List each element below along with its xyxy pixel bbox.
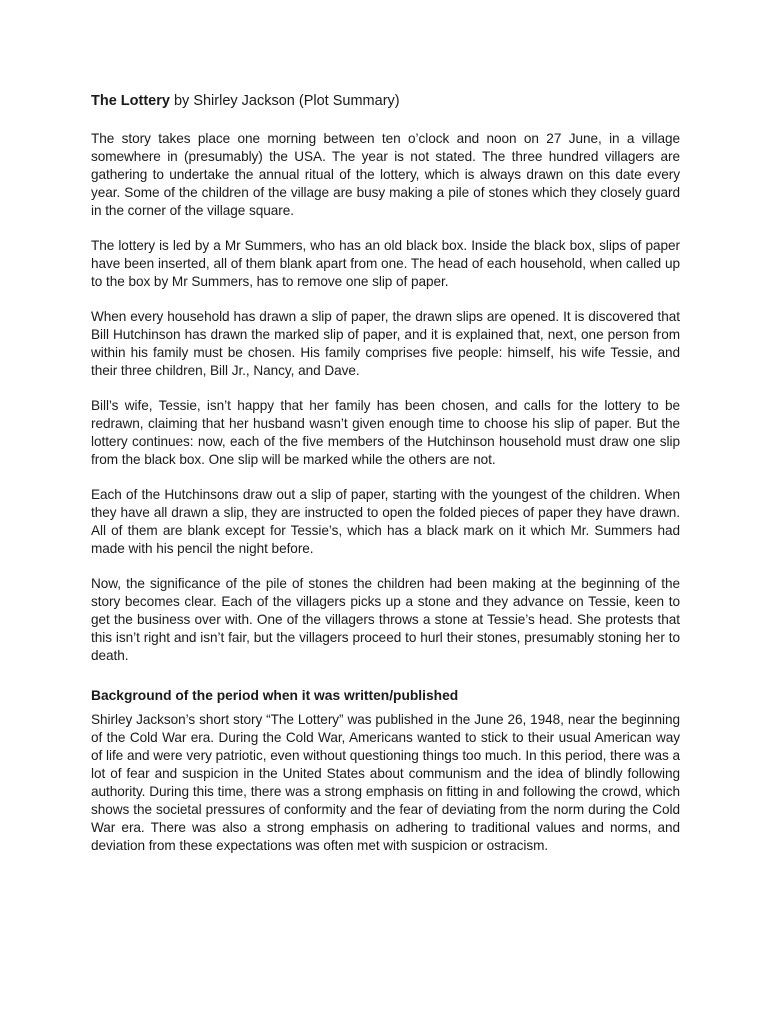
background-paragraph: Shirley Jackson’s short story “The Lottery” was published in the June 26, 1948, near the beginning of the Cold War era. During the Cold War, Americans wanted to stick to their usual American way of life and were very patriotic, even without questioning things too much. In this period, there was a lot of fear and suspicion in the United States about communism and the idea of blindly following authority. During this time, there was a strong emphasis on fitting in and following the crowd, which shows the societal pressures of conformity and the fear of deviating from the norm during the Cold War era. There was also a strong emphasis on adhering to traditional values and norms, and deviation from these expectations was often met with suspicion or ostracism. <box>91 712 680 853</box>
document-title-bold: The Lottery <box>91 93 170 109</box>
plot-paragraph-3: When every household has drawn a slip of paper, the drawn slips are opened. It is discovered that Bill Hutchinson has drawn the marked slip of paper, and it is explained that, next, one person from within his family must be chosen. His family comprises five people: himself, his wife Tessie, and their three children, Bill Jr., Nancy, and Dave. <box>91 309 680 378</box>
document-title-rest: by Shirley Jackson (Plot Summary) <box>169 93 400 109</box>
plot-paragraph-6: Now, the significance of the pile of stones the children had been making at the beginning of the story becomes clear. Each of the villagers picks up a stone and they advance on Tessie, keen to get the business over with. One of the villagers throws a stone at Tessie’s head. She protests that this isn’t right and isn’t fair, but the villagers proceed to hurl their stones, presumably stoning her to death. <box>91 576 680 663</box>
plot-paragraph-2: The lottery is led by a Mr Summers, who has an old black box. Inside the black box, slips of paper have been inserted, all of them blank apart from one. The head of each household, when called up to the box by Mr Summers, has to remove one slip of paper. <box>91 238 680 289</box>
document-title <box>91 92 680 111</box>
plot-paragraph-1: The story takes place one morning between ten o’clock and noon on 27 June, in a village somewhere in (presumably) the USA. The year is not stated. The three hundred villagers are gathering to undertake the annual ritual of the lottery, which is always drawn on this date every year. Some of the children of the village are busy making a pile of stones which they closely guard in the corner of the village square. <box>91 131 680 218</box>
plot-paragraph-5: Each of the Hutchinsons draw out a slip of paper, starting with the youngest of the children. When they have all drawn a slip, they are instructed to open the folded pieces of paper they have drawn. All of them are blank except for Tessie’s, which has a black mark on it which Mr. Summers had made with his pencil the night before. <box>91 487 680 556</box>
background-heading: Background of the period when it was written/published <box>91 688 459 703</box>
plot-paragraph-4: Bill’s wife, Tessie, isn’t happy that her family has been chosen, and calls for the lottery to be redrawn, claiming that her husband wasn’t given enough time to choose his slip of paper. But the lottery continues: now, each of the five members of the Hutchinson household must draw one slip from the black box. One slip will be marked while the others are not. <box>91 398 680 467</box>
